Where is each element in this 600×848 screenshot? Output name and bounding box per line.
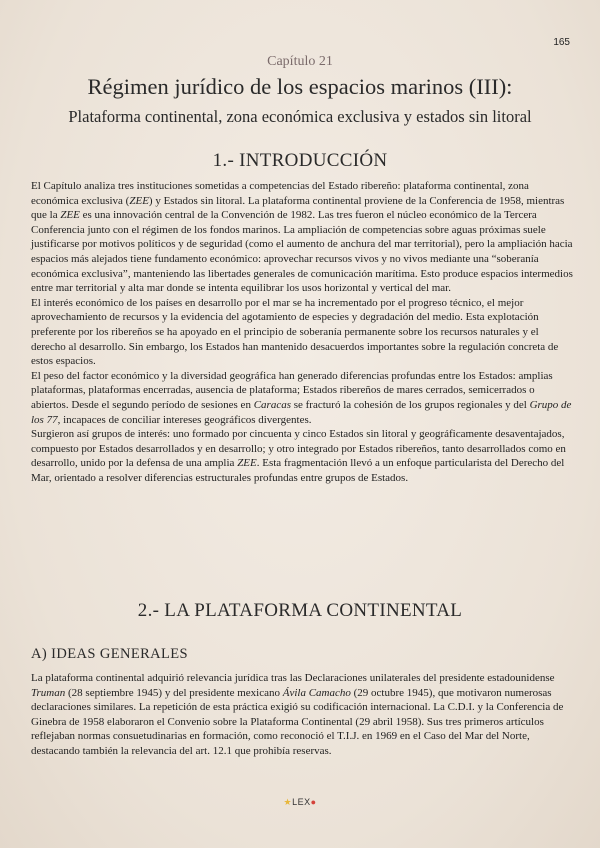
paragraph: El Capítulo analiza tres instituciones sometidas a competencias del Estado ribereño: plataforma continental, zona económica exclusiva (ZEE) y Estados sin litoral. La plataforma continental proviene de la Conferencia de 1958, mientras que la ZEE es una innovación central de la Convención de 1982. Las tres fueron el núcleo económico de la Tercera Conferencia junto con el régimen de los fondos marinos. La ampliación de competencias sobre aguas próximas suele justificarse por motivos políticos y de seguridad (como el aumento de anchura del mar territorial), pero la ampliación hacia espacios más alejados tiene fundamento económico: aprovechar recursos vivos y no vivos mediante una “soberanía económica exclusiva”, manteniendo las libertades generales de comunicación marítima. Esto produce espacios intermedios entre mar territorial y alta mar donde se intenta equilibrar los usos horizontal y vertical del mar. — [31, 180, 573, 295]
chapter-title: Régimen jurídico de los espacios marinos (III): — [87, 74, 513, 99]
section-heading-plataforma-continental: 2.- LA PLATAFORMA CONTINENTAL — [137, 600, 463, 621]
plataforma-body — [31, 671, 573, 759]
footer-logo — [0, 797, 600, 808]
section-heading-introduccion: 1.- INTRODUCCIÓN — [212, 150, 388, 171]
introduccion-body — [31, 179, 573, 485]
paragraph: La plataforma continental adquirió relevancia jurídica tras las Declaraciones unilaterales del presidente estadounidense Truman (28 septiembre 1945) y del presidente mexicano Ávila Camacho (29 octubre 1945), que motivaron numerosas declaraciones similares. La repetición de esta práctica exigió su codificación internacional. La C.D.I. y la Conferencia de Ginebra de 1958 elaboraron el Convenio sobre la Plataforma Continental (29 abril 1958). Sus tres primeros artículos reflejaban normas consuetudinarias en formación, como reconoció el T.I.J. en 1969 en el Caso del Mar del Norte, destacando también la relevancia del art. 12.1 que prohibía reservas. — [31, 672, 564, 757]
star-icon: ★ — [283, 797, 293, 807]
page-number: 165 — [553, 37, 570, 48]
drop-icon: ● — [310, 797, 317, 807]
chapter-subtitle: Plataforma continental, zona económica exclusiva y estados sin litoral — [68, 107, 532, 126]
logo-text: LEX — [292, 797, 311, 807]
paragraph: Surgieron así grupos de interés: uno formado por cincuenta y cinco Estados sin litoral y geográficamente desaventajados, compuesto por Estados desarrollados y en desarrollo; y otro integrado por Estados ribereños, tanto desarrollados como en desarrollo, unido por la defensa de una amplia ZEE. Esta fragmentación llevó a un enfoque particularista del Derecho del Mar, orientado a resolver diferencias estructurales profundas entre grupos de Estados. — [31, 428, 566, 484]
paragraph: El peso del factor económico y la diversidad geográfica han generado diferencias profundas entre los Estados: amplias plataformas, plataformas encerradas, ausencia de plataforma; Estados ribereños de mares cerrados, semicerrados o abiertos. Desde el segundo período de sesiones en Caracas se fracturó la cohesión de los grupos regionales y del Grupo de los 77, incapaces de conciliar intereses geográficos divergentes. — [31, 369, 572, 426]
paragraph: El interés económico de los países en desarrollo por el mar se ha incrementado por el progreso técnico, el mejor aprovechamiento de recursos y la evidencia del agotamiento de especies y degradación del medio. Esta explotación preferente por los ribereños se ha apoyado en el principio de soberanía permanente sobre los recursos naturales y el derecho al desarrollo. Sin embargo, los Estados han mantenido desacuerdos importantes sobre la regulación concreta de estos espacios. — [31, 296, 559, 368]
subheading-ideas-generales: A) IDEAS GENERALES — [31, 646, 189, 662]
chapter-label: Capítulo 21 — [267, 54, 333, 69]
